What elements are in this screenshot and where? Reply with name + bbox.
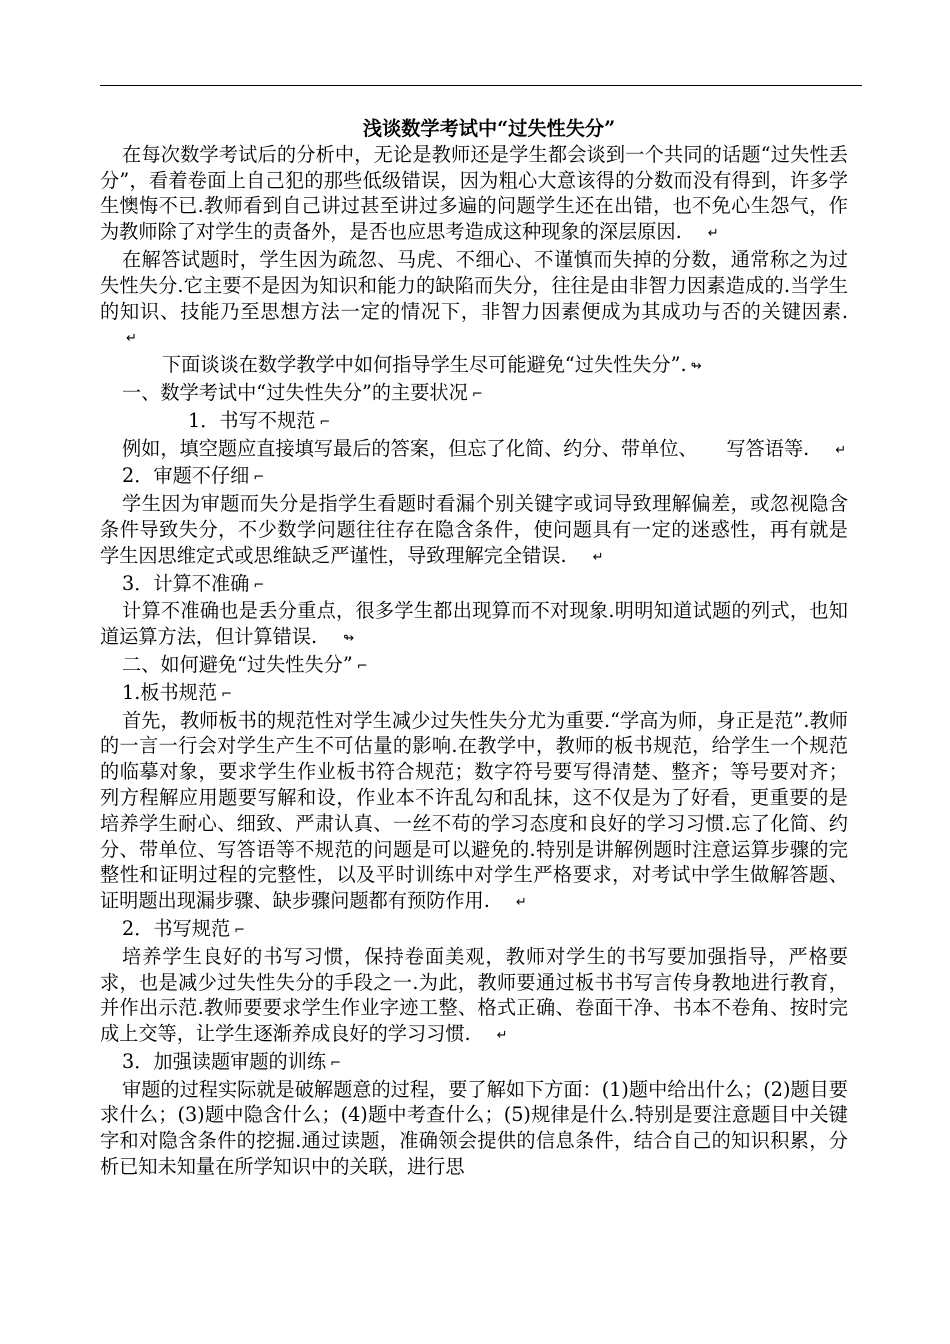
document-title: 浅谈数学考试中“过失性失分”	[362, 117, 616, 140]
subheading-2-3: 3．加强读题审题的训练 ⌐	[100, 1049, 848, 1077]
header-rule	[100, 85, 862, 86]
section-heading-1: 一、数学考试中“过失性失分”的主要状况 ⌐	[100, 380, 848, 408]
paragraph-2: 在解答试题时，学生因为疏忽、马虎、不细心、不谨慎而失掉的分数，通常称之为过失性失分.它主要不是因为知识和能力的缺陷而失分，往往是由非智力因素造成的.当学生的知识、技能乃至思想方法一定的情况下，非智力因素便成为其成功与否的关键因素.↵	[100, 247, 848, 352]
subheading-2-2: 2．书写规范 ⌐	[100, 916, 848, 944]
line-break-mark-icon: ⌐	[319, 414, 331, 430]
paragraph-5: 计算不准确也是丢分重点，很多学生都出现算而不对现象.明明知道试题的列式，也知道运算方法，但计算错误. ↬	[100, 598, 848, 652]
document-body	[100, 116, 848, 1180]
subheading-2-1: 1.板书规范 ⌐	[100, 680, 848, 708]
paragraph-mark-icon: ↵	[592, 549, 604, 565]
paragraph-mark-icon: ↵	[126, 331, 137, 347]
line-break-mark-icon: ⌐	[234, 922, 246, 938]
paragraph-6: 首先，教师板书的规范性对学生减少过失性失分尤为重要.“学高为师，身正是范”.教师的一言一行会对学生产生不可估量的影响.在教学中，教师的板书规范，给学生一个规范的临摹对象，要求学生作业板书符合规范；数字符号要写得清楚、整齐；等号要对齐；列方程解应用题要写解和设，作业本不许乱勾和乱抹，这不仅是为了好看，更重要的是培养学生耐心、细致、严肃认真、一丝不苟的学习态度和良好的学习习惯.忘了化简、约分、带单位、写答语等不规范的问题是可以避免的.特别是讲解例题时注意运算步骤的完整性和证明过程的完整性，以及平时训练中对学生严格要求，对考试中学生做解答题、证明题出现漏步骤、缺步骤问题都有预防作用. ↵	[100, 708, 848, 916]
line-break-mark-icon: ⌐	[330, 1055, 341, 1071]
line-break-mark-icon: ⌐	[253, 577, 265, 593]
paragraph-4: 学生因为审题而失分是指学生看题时看漏个别关键字或词导致理解偏差，或忽视隐含条件导致失分，不少数学问题往往存在隐含条件，使问题具有一定的迷惑性，再有就是学生因思维定式或思维缺乏严谨性，导致理解完全错误. ↵	[100, 491, 848, 570]
line-break-mark-icon: ⌐	[471, 386, 483, 402]
subheading-1-2: 2．审题不仔细 ⌐	[100, 463, 848, 491]
section-heading-2: 二、如何避免“过失性失分” ⌐	[100, 652, 848, 680]
paragraph-mark-icon: ↵	[707, 226, 719, 242]
paragraph-3: 例如，填空题应直接填写最后的答案，但忘了化简、约分、带单位、 写答语等. ↵	[100, 436, 848, 464]
paragraph-mark-icon: ↵	[496, 1028, 508, 1044]
line-break-mark-icon: ⌐	[221, 686, 232, 702]
hook-mark-icon: ↬	[690, 359, 702, 375]
paragraph-mark-icon: ↵	[835, 442, 847, 458]
paragraph-8: 审题的过程实际就是破解题意的过程，要了解如下方面：(1)题中给出什么；(2)题目要求什么；(3)题中隐含什么；(4)题中考查什么；(5)规律是什么.特别是要注意题目中关键字和对隐含条件的挖掘.通过读题，准确领会提供的信息条件，结合自己的知识积累，分析已知未知量在所学知识中的关联，进行思	[100, 1077, 848, 1179]
paragraph-1: 在每次数学考试后的分析中，无论是教师还是学生都会谈到一个共同的话题“过失性丢分”，看着卷面上自己犯的那些低级错误，因为粗心大意该得的分数而没有得到，许多学生懊悔不已.教师看到自己讲过甚至讲过多遍的问题学生还在出错，也不免心生怨气，作为教师除了对学生的责备外，是否也应思考造成这种现象的深层原因. ↵	[100, 142, 848, 247]
line-break-mark-icon: ⌐	[356, 658, 368, 674]
subheading-1-3: 3．计算不准确 ⌐	[100, 571, 848, 599]
intro-line: 下面谈谈在数学教学中如何指导学生尽可能避免“过失性失分”. ↬	[100, 352, 848, 380]
hook-mark-icon: ↬	[343, 631, 355, 647]
subheading-1-1: 1．书写不规范 ⌐	[100, 408, 848, 436]
line-break-mark-icon: ⌐	[253, 470, 265, 486]
paragraph-7: 培养学生良好的书写习惯，保持卷面美观，教师对学生的书写要加强指导，严格要求，也是减少过失性失分的手段之一.为此，教师要通过板书书写言传身教地进行教育，并作出示范.教师要要求学生作业字迹工整、格式正确、卷面干净、书本不卷角、按时完成上交等，让学生逐渐养成良好的学习习惯. ↵	[100, 944, 848, 1049]
paragraph-mark-icon: ↵	[515, 895, 527, 911]
